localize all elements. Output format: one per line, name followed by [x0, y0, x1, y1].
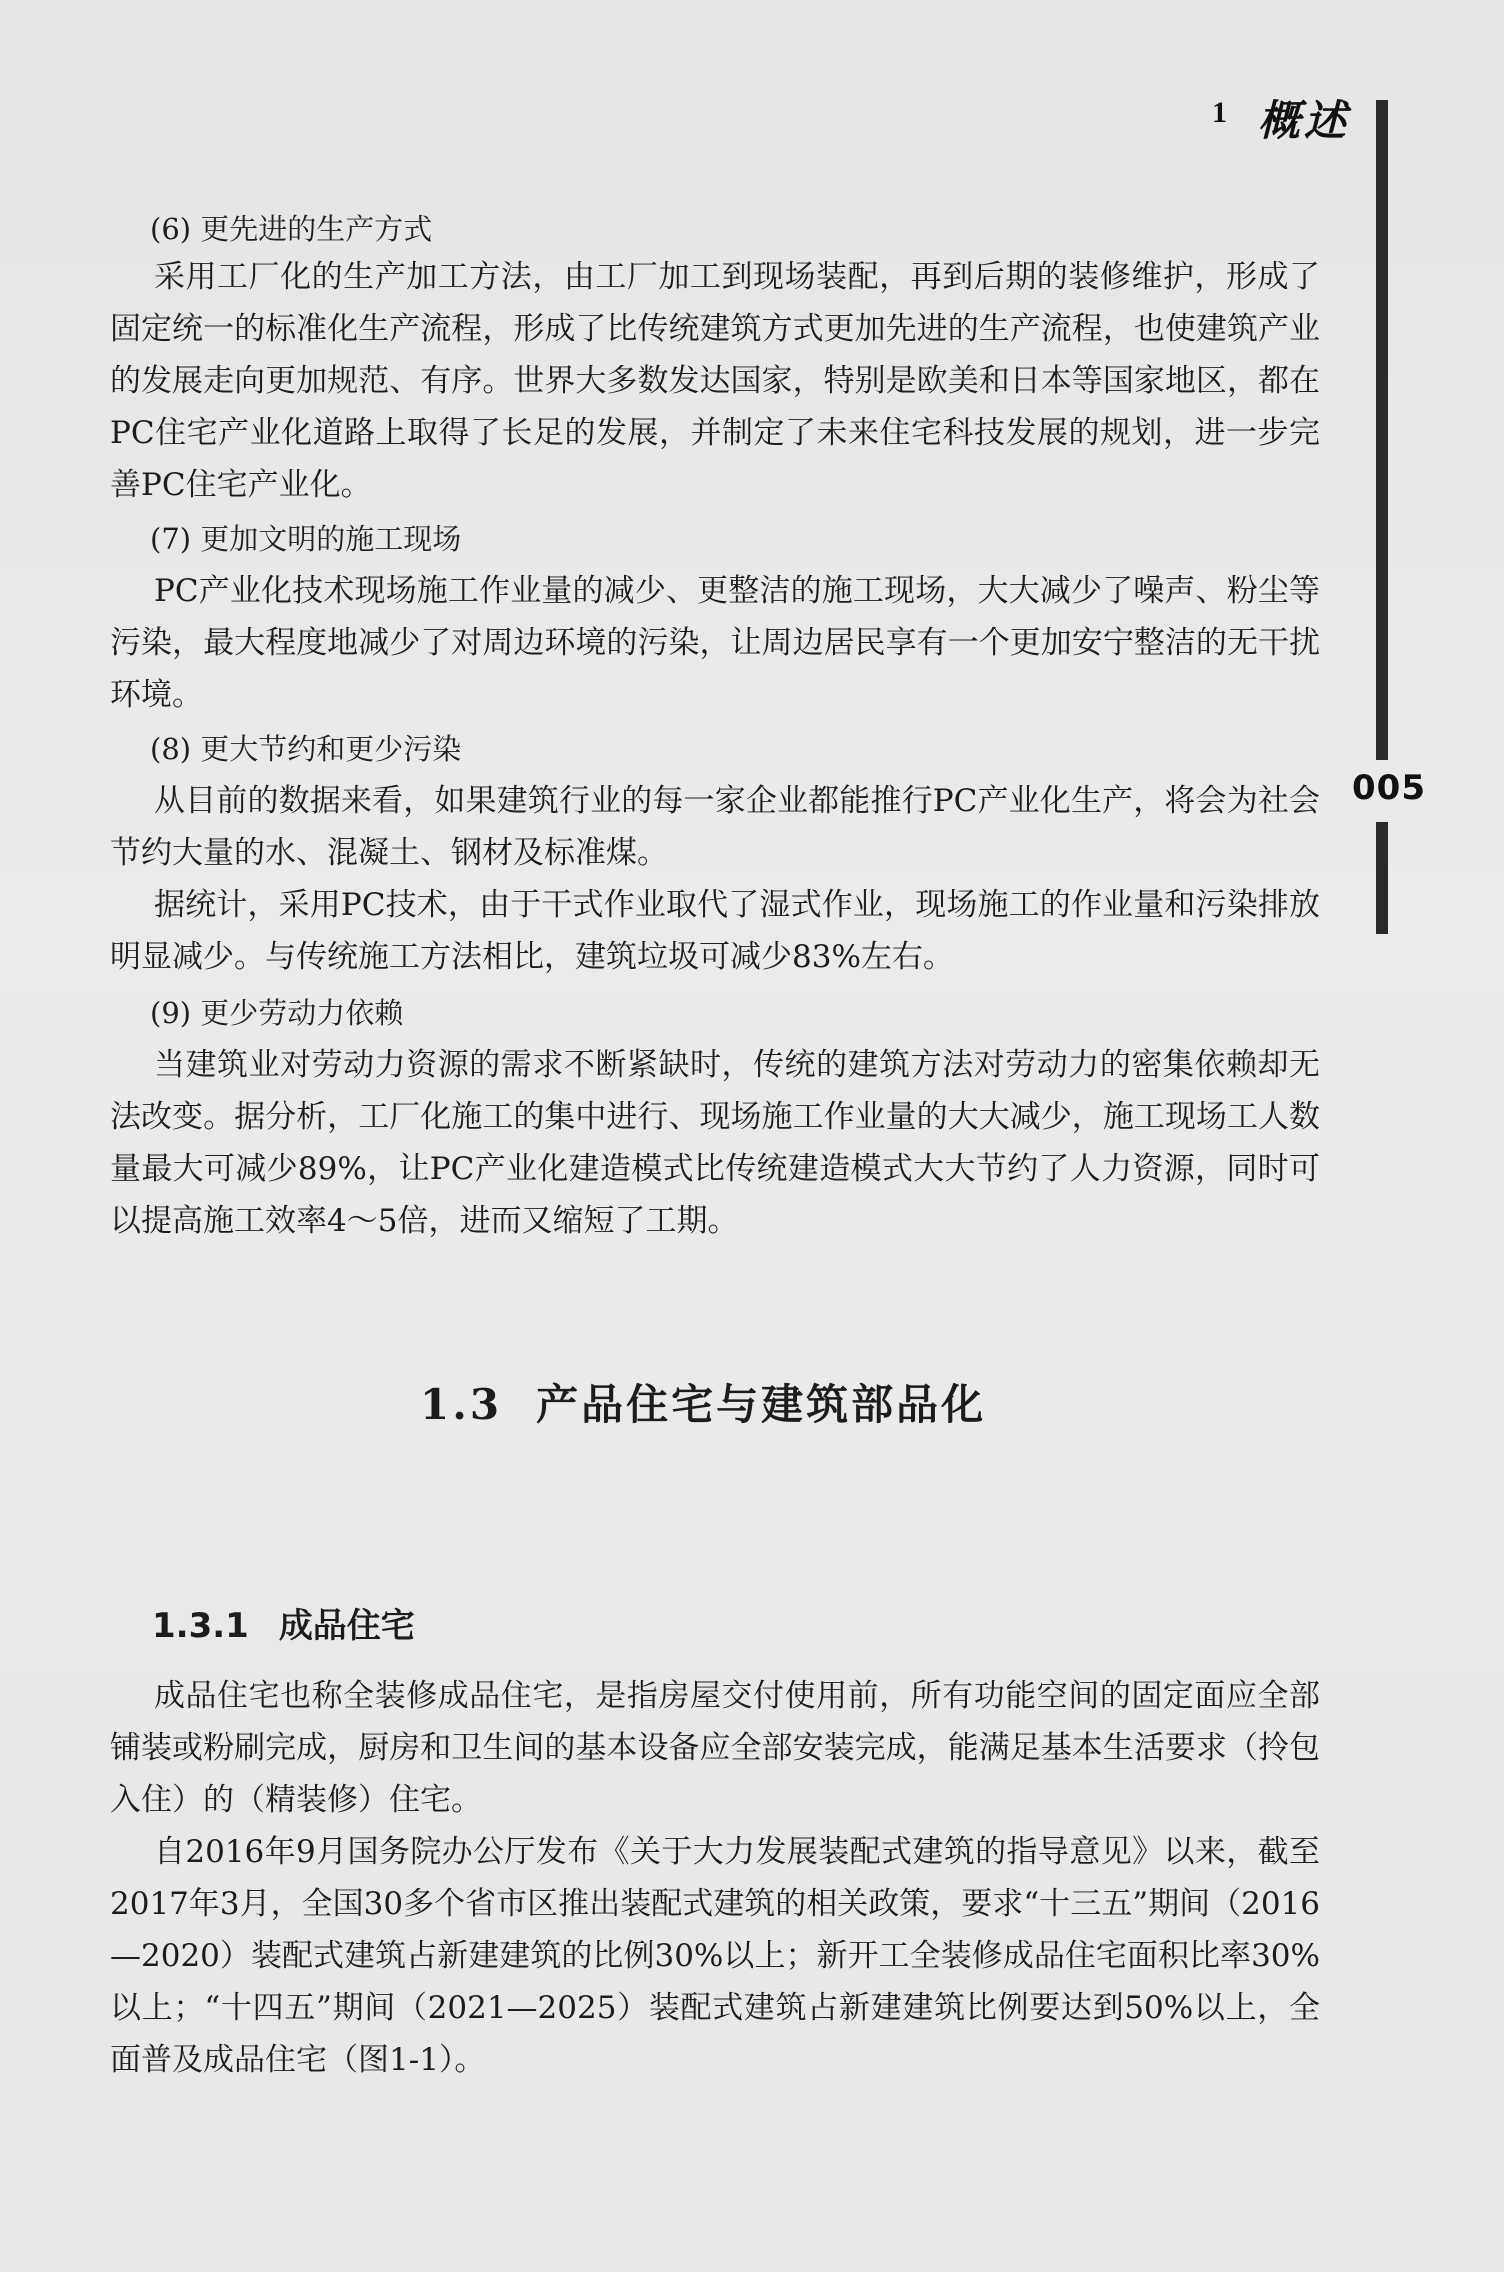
- item-6-heading: (6) 更先进的生产方式: [150, 212, 433, 246]
- item-9-heading: (9) 更少劳动力依赖: [150, 996, 404, 1030]
- item-8-heading: (8) 更大节约和更少污染: [150, 732, 462, 766]
- section-1-3-heading: [420, 1372, 986, 1432]
- section-1-3-1-heading: [152, 1598, 415, 1647]
- page-number: 005: [1352, 768, 1426, 808]
- section-1-3-1-number: 1.3.1: [152, 1606, 249, 1646]
- side-tab-bar-upper: [1376, 100, 1388, 760]
- section-1-3-1-title: 成品住宅: [278, 1606, 415, 1646]
- item-8-paragraph-2: 据统计，采用PC技术，由于干式作业取代了湿式作业，现场施工的作业量和污染排放明显减少。与传统施工方法相比，建筑垃圾可减少83%左右。: [110, 887, 1320, 975]
- section-1-3-number: 1.3: [420, 1380, 503, 1429]
- section-1-3-1-paragraph-1: 成品住宅也称全装修成品住宅，是指房屋交付使用前，所有功能空间的固定面应全部铺装或粉刷完成，厨房和卫生间的基本设备应全部安装完成，能满足基本生活要求（拎包入住）的（精装修）住宅。: [110, 1678, 1320, 1818]
- item-8-paragraph-1: 从目前的数据来看，如果建筑行业的每一家企业都能推行PC产业化生产，将会为社会节约大量的水、混凝土、钢材及标准煤。: [110, 783, 1320, 871]
- item-9-paragraph: 当建筑业对劳动力资源的需求不断紧缺时，传统的建筑方法对劳动力的密集依赖却无法改变。据分析，工厂化施工的集中进行、现场施工作业量的大大减少，施工现场工人数量最大可减少89%，让PC产业化建造模式比传统建造模式大大节约了人力资源，同时可以提高施工效率4～5倍，进而又缩短了工期。: [110, 1047, 1320, 1239]
- section-1-3-1-paragraph-2: 自2016年9月国务院办公厅发布《关于大力发展装配式建筑的指导意见》以来，截至2017年3月，全国30多个省市区推出装配式建筑的相关政策，要求“十三五”期间（2016—2020）装配式建筑占新建建筑的比例30%以上；新开工全装修成品住宅面积比率30%以上；“十四五”期间（2021—2025）装配式建筑占新建建筑比例要达到50%以上，全面普及成品住宅（图1-1）。: [110, 1834, 1320, 2078]
- item-7-heading: (7) 更加文明的施工现场: [150, 522, 462, 556]
- chapter-title: 概述: [1258, 96, 1351, 145]
- item-6-paragraph: 采用工厂化的生产加工方法，由工厂加工到现场装配，再到后期的装修维护，形成了固定统一的标准化生产流程，形成了比传统建筑方式更加先进的生产流程，也使建筑产业的发展走向更加规范、有序。世界大多数发达国家，特别是欧美和日本等国家地区，都在PC住宅产业化道路上取得了长足的发展，并制定了未来住宅科技发展的规划，进一步完善PC住宅产业化。: [110, 259, 1320, 503]
- chapter-number: 1: [1212, 96, 1227, 129]
- side-tab-bar-lower: [1376, 822, 1388, 934]
- item-7-paragraph: PC产业化技术现场施工作业量的减少、更整洁的施工现场，大大减少了噪声、粉尘等污染，最大程度地减少了对周边环境的污染，让周边居民享有一个更加安宁整洁的无干扰环境。: [110, 573, 1320, 713]
- section-1-3-title: 产品住宅与建筑部品化: [536, 1380, 987, 1429]
